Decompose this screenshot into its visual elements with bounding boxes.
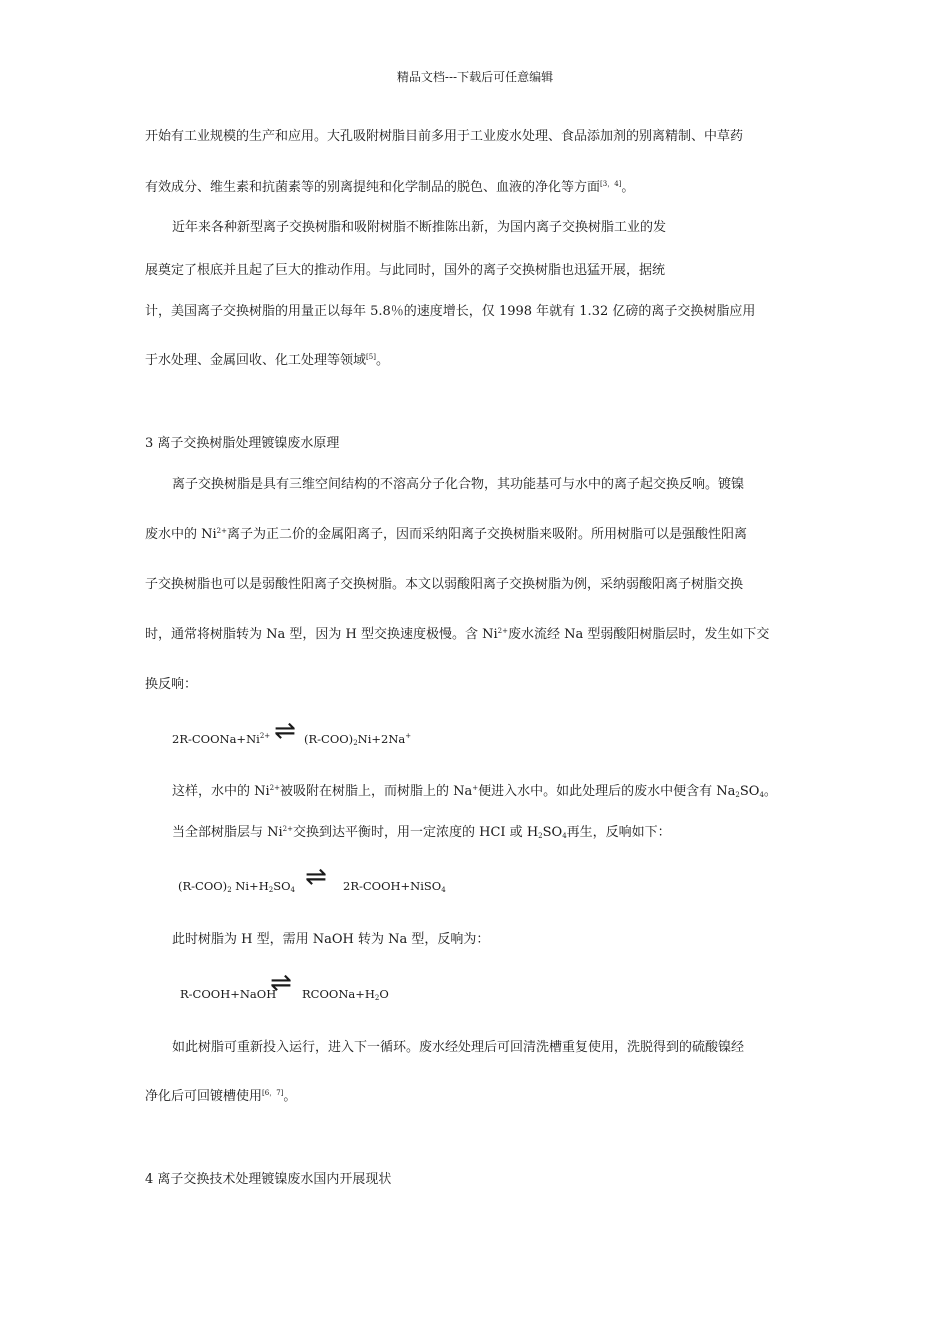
text: 便进入水中。如此处理后的废水中便含有 Na	[478, 784, 736, 799]
subscript: 2	[227, 886, 232, 894]
superscript: +	[405, 732, 412, 740]
section-heading: 4 离子交换技术处理镀镍废水国内开展现状	[145, 1172, 392, 1187]
equation-right	[343, 879, 446, 893]
text: 净化后可回镀槽使用	[145, 1089, 263, 1104]
text: 废水流经 Na 型弱酸阳树脂层时，发生如下交	[508, 627, 770, 642]
subscript: 2	[374, 994, 380, 1002]
paragraph-line: 离子交换树脂是具有三维空间结构的不溶高分子化合物，其功能基可与水中的离子起交换反响。镀镍	[172, 477, 745, 492]
text: 。	[621, 180, 635, 195]
paragraph-line: 如此树脂可重新投入运行，进入下一循环。废水经处理后可回清洗槽重复使用，洗脱得到的硫酸镍经	[172, 1040, 745, 1055]
paragraph-line	[145, 627, 769, 643]
paragraph-line	[172, 784, 777, 800]
text: 。	[283, 1089, 297, 1104]
subscript: 4	[441, 886, 446, 894]
text: 。	[763, 784, 777, 799]
subscript: 4	[290, 886, 295, 894]
superscript: 2+	[282, 825, 293, 833]
paragraph-line	[145, 1089, 296, 1105]
paragraph-line	[145, 180, 634, 196]
text: 2R-COOH+NiSO	[343, 879, 442, 893]
text: 交换到达平衡时，用一定浓度的 HCI 或 H	[293, 825, 539, 840]
text: 2R-COONa+Ni	[172, 732, 260, 746]
subscript: 4	[562, 832, 567, 840]
paragraph-line	[145, 527, 747, 543]
paragraph-line	[172, 825, 671, 841]
equation-left: R-COOH+NaOH	[180, 987, 277, 1001]
equilibrium-arrow-icon: ⇌	[274, 716, 296, 746]
text: O	[379, 987, 389, 1001]
paragraph-line: 展奠定了根底并且起了巨大的推动作用。与此同时，国外的离子交换树脂也迅猛开展，据统	[145, 263, 666, 278]
citation: [5]	[366, 353, 376, 361]
citation: [3，4]	[600, 180, 622, 188]
subscript: 4	[759, 791, 764, 799]
text: SO	[542, 825, 563, 840]
paragraph-line: 此时树脂为 H 型，需用 NaOH 转为 Na 型，反响为：	[172, 932, 490, 947]
text: 废水中的 Ni	[145, 527, 217, 542]
superscript: 2+	[269, 784, 280, 792]
subscript: 2	[735, 791, 740, 799]
equilibrium-arrow-icon: ⇌	[305, 862, 327, 892]
paragraph-line: 开始有工业规模的生产和应用。大孔吸附树脂目前多用于工业废水处理、食品添加剂的别离精制、中草药	[145, 129, 744, 144]
text: 时，通常将树脂转为 Na 型，因为 H 型交换速度极慢。含 Ni	[145, 627, 498, 642]
subscript: 2	[353, 739, 358, 747]
text: (R-COO)	[178, 879, 228, 893]
text: 离子为正二价的金属阳离子，因而采纳阳离子交换树脂来吸附。所用树脂可以是强酸性阳离	[227, 527, 748, 542]
text: Ni+2Na	[357, 732, 406, 746]
citation: [6，7]	[262, 1089, 284, 1097]
paragraph-line: 计，美国离子交换树脂的用量正以每年 5.8％的速度增长，仅 1998 年就有 1.32 亿磅的离子交换树脂应用	[145, 304, 756, 319]
paragraph-line: 换反响：	[145, 677, 198, 692]
equation-right	[304, 732, 411, 746]
text: 有效成分、维生素和抗菌素等的别离提纯和化学制品的脱色、血液的净化等方面	[145, 180, 601, 195]
text: 这样，水中的 Ni	[172, 784, 270, 799]
text: RCOONa+H	[302, 987, 375, 1001]
text: 于水处理、金属回收、化工处理等领域	[145, 353, 367, 368]
text: SO	[273, 879, 291, 893]
paragraph-line	[145, 353, 389, 369]
text: 被吸附在树脂上，而树脂上的 Na	[280, 784, 473, 799]
superscript: 2+	[497, 627, 508, 635]
superscript: 2+	[216, 527, 227, 535]
text: 当全部树脂层与 Ni	[172, 825, 283, 840]
paragraph-line: 子交换树脂也可以是弱酸性阳离子交换树脂。本文以弱酸阳离子交换树脂为例，采纳弱酸阳离子树脂交换	[145, 577, 744, 592]
text: SO	[739, 784, 760, 799]
equilibrium-arrow-icon: ⇌	[270, 968, 292, 998]
subscript: 2	[538, 832, 543, 840]
subscript: 2	[268, 886, 274, 894]
paragraph-line: 近年来各种新型离子交换树脂和吸附树脂不断推陈出新，为国内离子交换树脂工业的发	[172, 220, 667, 235]
page-header: 精品文档---下载后可任意编辑	[396, 70, 554, 84]
superscript: 2+	[259, 732, 271, 740]
equation-right	[302, 987, 389, 1001]
equation-left	[172, 732, 270, 746]
text: 再生，反响如下：	[566, 825, 671, 840]
text: 。	[375, 353, 389, 368]
text: (R-COO)	[304, 732, 354, 746]
section-heading: 3 离子交换树脂处理镀镍废水原理	[145, 436, 340, 451]
superscript: +	[472, 784, 479, 792]
equation-left	[178, 879, 295, 893]
text: Ni+H	[231, 879, 269, 893]
